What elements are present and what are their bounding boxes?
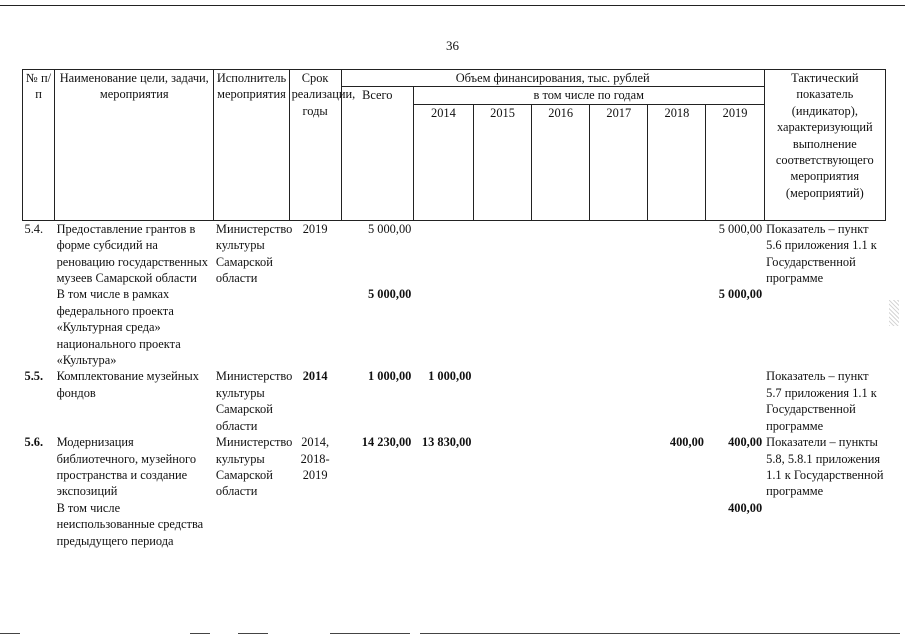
row-y2018	[648, 500, 706, 549]
row-indicator	[764, 500, 885, 549]
row-y2018	[648, 220, 706, 286]
funding-table	[22, 69, 886, 549]
bottom-scan-marks	[0, 633, 905, 635]
row-indicator: Показатель – пункт 5.7 приложения 1.1 к Государственной программе	[766, 369, 877, 433]
header-num: № п/п	[23, 70, 55, 221]
row-total: 1 000,00	[367, 369, 412, 384]
row-name: Комплектование музейных фондов	[56, 369, 199, 400]
row-total	[341, 500, 413, 549]
row-executor: Министерство культуры Самарской области	[215, 369, 293, 433]
row-term: 2014	[302, 369, 328, 384]
header-year-2017: 2017	[590, 104, 648, 220]
header-indicator: Тактический показатель (индикатор), характеризующий выполнение соответствующего мероприятия (мероприятий)	[764, 70, 885, 221]
table-row	[23, 368, 886, 434]
row-y2019	[706, 368, 764, 434]
row-y2018	[648, 286, 706, 368]
row-total: 14 230,00	[361, 435, 412, 450]
header-total: Всего	[341, 87, 413, 220]
row-y2016	[532, 434, 590, 500]
row-y2015	[473, 220, 531, 286]
header-term: Срок реализации, годы	[289, 70, 341, 221]
row-y2017	[590, 220, 648, 286]
table-row	[23, 434, 886, 500]
row-y2016	[532, 286, 590, 368]
row-term: 2019	[302, 221, 328, 236]
top-border-line	[0, 5, 905, 6]
table-row	[23, 220, 886, 286]
table-header	[23, 70, 886, 221]
header-executor: Исполнитель мероприятия	[214, 70, 289, 221]
row-total: 5 000,00	[367, 221, 412, 236]
row-y2014: 13 830,00	[421, 435, 472, 450]
row-y2017	[590, 286, 648, 368]
row-y2017	[590, 434, 648, 500]
row-y2017	[590, 500, 648, 549]
row-indicator: Показатель – пункт 5.6 приложения 1.1 к Государственной программе	[766, 221, 877, 286]
row-y2015	[473, 368, 531, 434]
row-y2015	[473, 500, 531, 549]
row-executor: Министерство культуры Самарской области	[215, 435, 293, 499]
table-row	[23, 286, 886, 368]
header-year-2018: 2018	[648, 104, 706, 220]
scan-mark	[0, 633, 20, 634]
row-y2014	[413, 500, 473, 549]
scan-speck	[889, 300, 899, 326]
header-year-2014: 2014	[413, 104, 473, 220]
row-y2014	[413, 286, 473, 368]
row-num: 5.4.	[24, 221, 44, 236]
row-executor	[214, 500, 289, 549]
row-num	[23, 500, 55, 549]
row-num	[23, 286, 55, 368]
row-y2017	[590, 368, 648, 434]
row-total: 5 000,00	[367, 287, 412, 302]
row-y2014: 1 000,00	[428, 369, 472, 384]
header-year-2016: 2016	[532, 104, 590, 220]
row-y2019: 5 000,00	[718, 287, 763, 302]
header-by-years: в том числе по годам	[413, 87, 764, 104]
scan-mark	[190, 633, 210, 634]
row-y2016	[532, 368, 590, 434]
row-y2018: 400,00	[669, 435, 704, 450]
row-term	[289, 500, 341, 549]
scan-mark	[238, 633, 268, 634]
row-y2019: 400,00	[728, 500, 763, 515]
row-executor: Министерство культуры Самарской области	[215, 221, 293, 286]
header-year-2019: 2019	[706, 104, 764, 220]
row-y2019: 5 000,00	[718, 221, 763, 236]
row-executor	[214, 286, 289, 368]
table-body	[23, 220, 886, 549]
row-y2015	[473, 434, 531, 500]
row-name: В том числе в рамках федерального проекта «Культурная среда» национального проекта «Культура»	[56, 287, 181, 368]
row-term	[289, 286, 341, 368]
header-year-2015: 2015	[473, 104, 531, 220]
row-y2016	[532, 500, 590, 549]
header-funding: Объем финансирования, тыс. рублей	[341, 70, 764, 87]
row-indicator: Показатели – пункты 5.8, 5.8.1 приложения 1.1 к Государственной программе	[766, 435, 884, 499]
row-name: Предоставление грантов в форме субсидий на реновацию государственных музеев Самарской области	[56, 221, 208, 286]
row-term: 2014, 2018-2019	[300, 435, 330, 482]
row-num: 5.6.	[24, 435, 44, 450]
row-name: Модернизация библиотечного, музейного пространства и создание экспозиций	[56, 435, 197, 499]
table-row	[23, 500, 886, 549]
row-y2015	[473, 286, 531, 368]
scan-mark	[330, 633, 410, 634]
row-indicator	[764, 286, 885, 368]
row-y2018	[648, 368, 706, 434]
header-name: Наименование цели, задачи, мероприятия	[55, 70, 214, 221]
row-y2019: 400,00	[728, 435, 763, 450]
row-y2014	[413, 220, 473, 286]
scan-mark	[420, 633, 900, 634]
page-number: 36	[446, 38, 459, 53]
row-num: 5.5.	[24, 369, 44, 384]
row-y2016	[532, 220, 590, 286]
row-name: В том числе неиспользованные средства предыдущего периода	[56, 500, 204, 548]
